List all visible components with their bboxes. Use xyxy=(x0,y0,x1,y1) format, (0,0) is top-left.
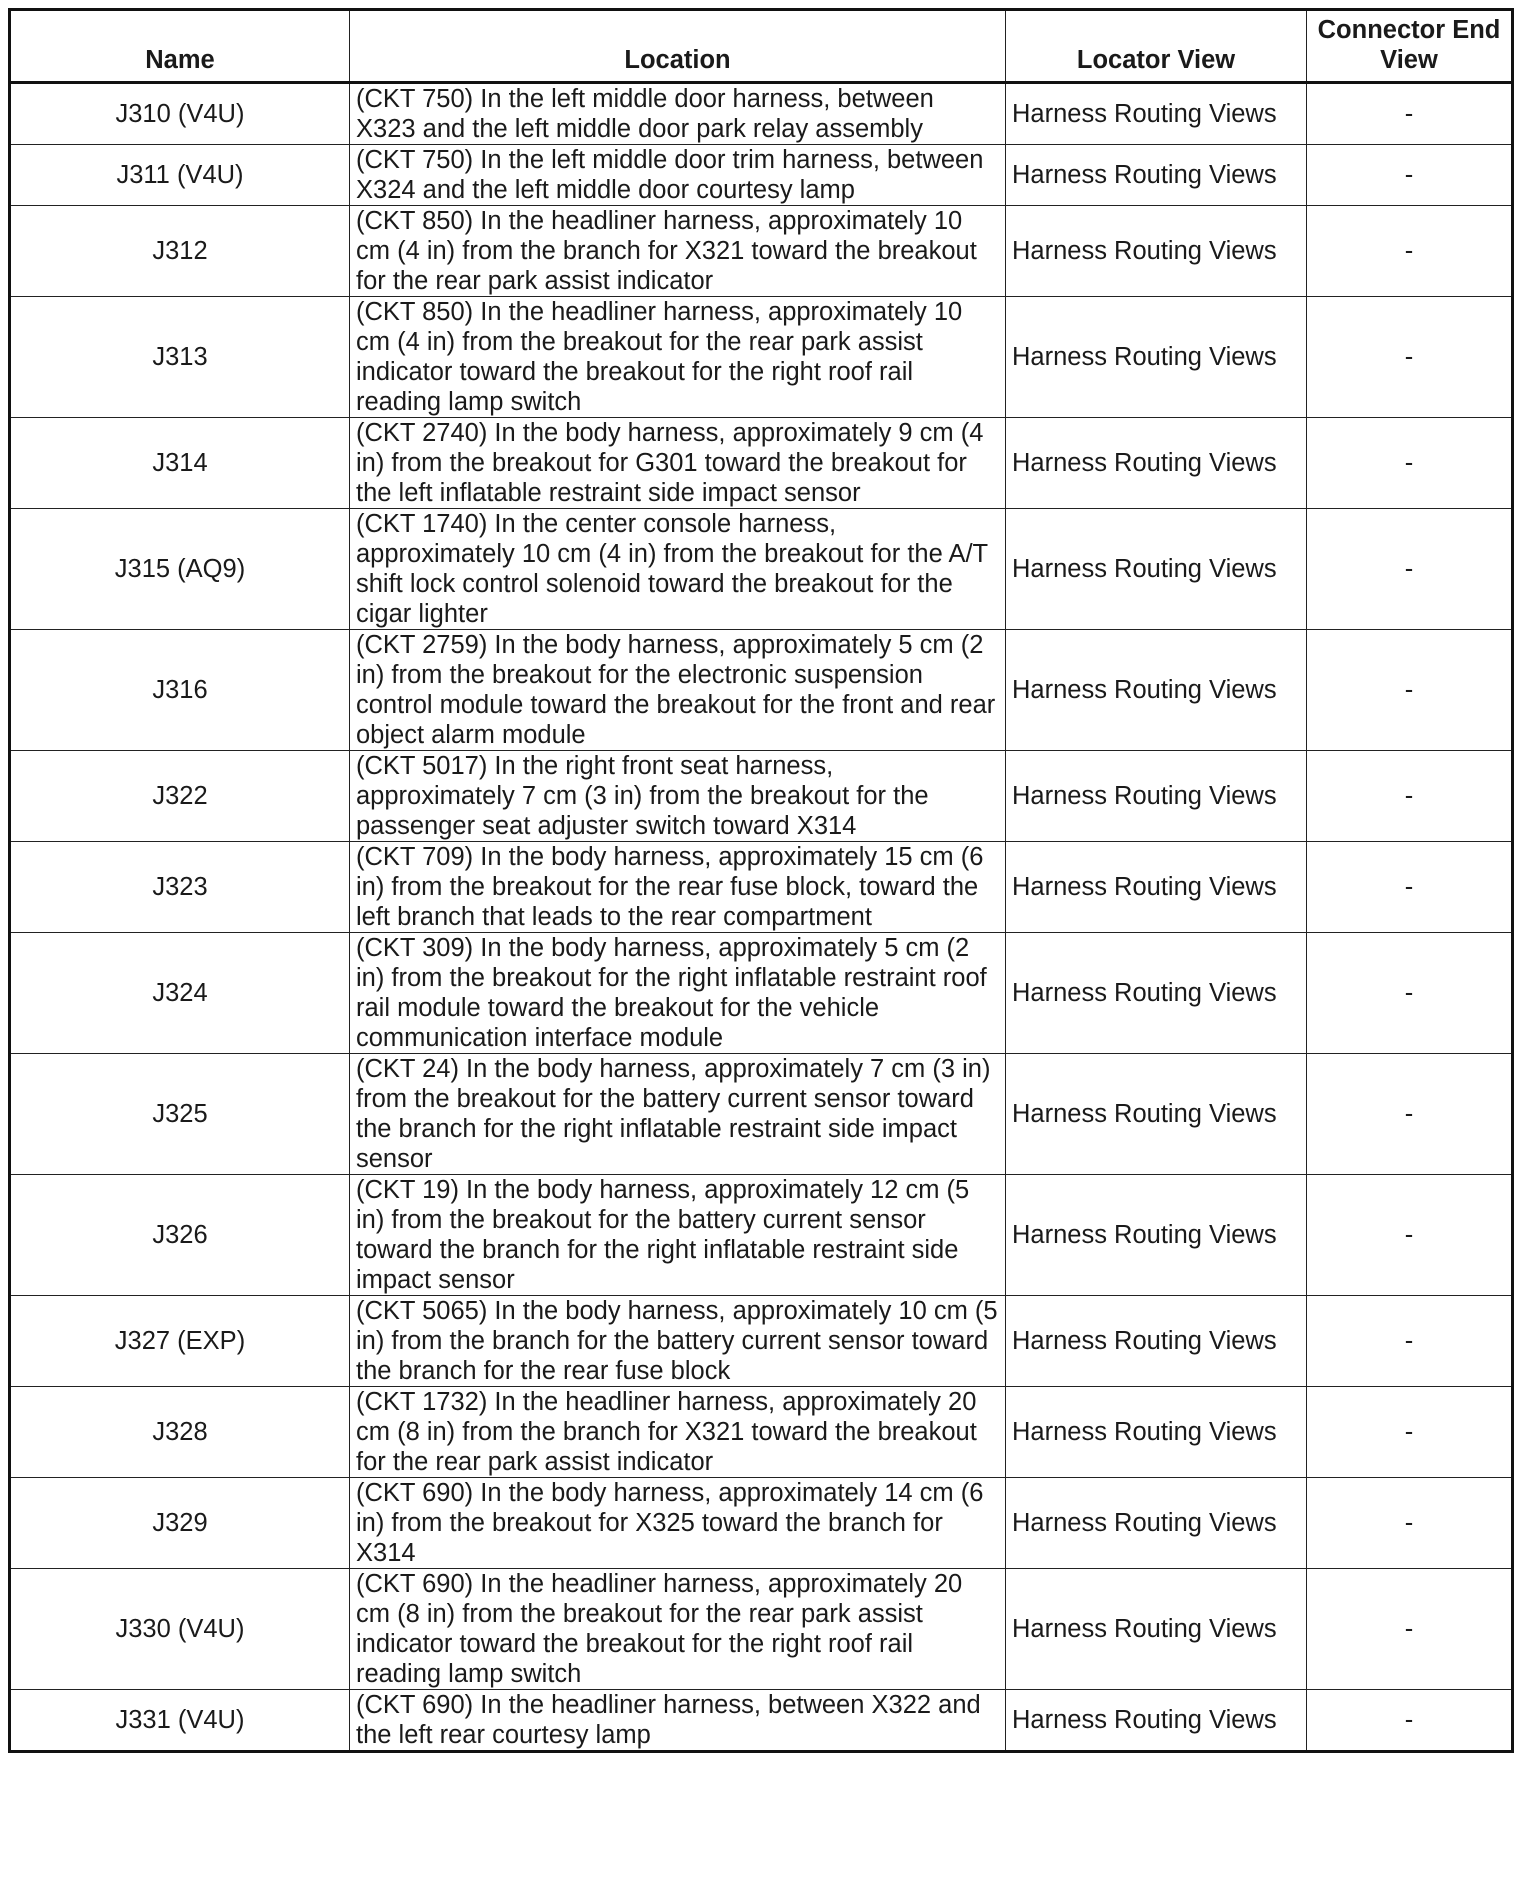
cell-locator-view: Harness Routing Views xyxy=(1006,145,1307,206)
cell-location: (CKT 850) In the headliner harness, approximately 10 cm (4 in) from the branch for X321 toward the breakout for the rear park assist indicator xyxy=(350,206,1006,297)
cell-connector-end-view: - xyxy=(1307,1690,1513,1752)
table-row xyxy=(10,206,1513,297)
table-row xyxy=(10,297,1513,418)
cell-locator-view: Harness Routing Views xyxy=(1006,83,1307,145)
cell-locator-view: Harness Routing Views xyxy=(1006,1296,1307,1387)
cell-name: J316 xyxy=(10,630,350,751)
cell-location: (CKT 5065) In the body harness, approximately 10 cm (5 in) from the branch for the battery current sensor toward the branch for the rear fuse block xyxy=(350,1296,1006,1387)
table-row xyxy=(10,1175,1513,1296)
cell-name: J311 (V4U) xyxy=(10,145,350,206)
table-header xyxy=(10,10,1513,83)
cell-location: (CKT 1732) In the headliner harness, approximately 20 cm (8 in) from the branch for X321 toward the breakout for the rear park assist indicator xyxy=(350,1387,1006,1478)
cell-connector-end-view: - xyxy=(1307,297,1513,418)
cell-location: (CKT 690) In the headliner harness, approximately 20 cm (8 in) from the breakout for the rear park assist indicator toward the breakout for the right roof rail reading lamp switch xyxy=(350,1569,1006,1690)
cell-location: (CKT 850) In the headliner harness, approximately 10 cm (4 in) from the breakout for the rear park assist indicator toward the breakout for the right roof rail reading lamp switch xyxy=(350,297,1006,418)
table-row xyxy=(10,933,1513,1054)
cell-location: (CKT 2759) In the body harness, approximately 5 cm (2 in) from the breakout for the electronic suspension control module toward the breakout for the front and rear object alarm module xyxy=(350,630,1006,751)
column-header-locator-view: Locator View xyxy=(1006,10,1307,83)
cell-name: J323 xyxy=(10,842,350,933)
cell-name: J322 xyxy=(10,751,350,842)
column-header-connector-end-view: Connector End View xyxy=(1307,10,1513,83)
cell-location: (CKT 750) In the left middle door harness, between X323 and the left middle door park relay assembly xyxy=(350,83,1006,145)
cell-location: (CKT 5017) In the right front seat harness, approximately 7 cm (3 in) from the breakout for the passenger seat adjuster switch toward X314 xyxy=(350,751,1006,842)
cell-name: J330 (V4U) xyxy=(10,1569,350,1690)
cell-location: (CKT 1740) In the center console harness, approximately 10 cm (4 in) from the breakout for the A/T shift lock control solenoid toward the breakout for the cigar lighter xyxy=(350,509,1006,630)
cell-connector-end-view: - xyxy=(1307,933,1513,1054)
cell-connector-end-view: - xyxy=(1307,1175,1513,1296)
cell-name: J315 (AQ9) xyxy=(10,509,350,630)
cell-locator-view: Harness Routing Views xyxy=(1006,933,1307,1054)
cell-connector-end-view: - xyxy=(1307,751,1513,842)
cell-name: J325 xyxy=(10,1054,350,1175)
column-header-location: Location xyxy=(350,10,1006,83)
cell-location: (CKT 709) In the body harness, approximately 15 cm (6 in) from the breakout for the rear fuse block, toward the left branch that leads to the rear compartment xyxy=(350,842,1006,933)
cell-locator-view: Harness Routing Views xyxy=(1006,842,1307,933)
header-row xyxy=(10,10,1513,83)
table-row xyxy=(10,1478,1513,1569)
cell-connector-end-view: - xyxy=(1307,83,1513,145)
cell-name: J326 xyxy=(10,1175,350,1296)
cell-connector-end-view: - xyxy=(1307,630,1513,751)
cell-name: J329 xyxy=(10,1478,350,1569)
cell-locator-view: Harness Routing Views xyxy=(1006,1054,1307,1175)
table-body xyxy=(10,83,1513,1752)
cell-name: J314 xyxy=(10,418,350,509)
cell-name: J327 (EXP) xyxy=(10,1296,350,1387)
cell-location: (CKT 750) In the left middle door trim harness, between X324 and the left middle door courtesy lamp xyxy=(350,145,1006,206)
cell-name: J328 xyxy=(10,1387,350,1478)
cell-connector-end-view: - xyxy=(1307,1296,1513,1387)
cell-connector-end-view: - xyxy=(1307,1478,1513,1569)
table-row xyxy=(10,1690,1513,1752)
cell-locator-view: Harness Routing Views xyxy=(1006,297,1307,418)
cell-locator-view: Harness Routing Views xyxy=(1006,418,1307,509)
table-row xyxy=(10,83,1513,145)
table-row xyxy=(10,630,1513,751)
cell-connector-end-view: - xyxy=(1307,145,1513,206)
cell-connector-end-view: - xyxy=(1307,842,1513,933)
cell-connector-end-view: - xyxy=(1307,509,1513,630)
cell-location: (CKT 690) In the headliner harness, between X322 and the left rear courtesy lamp xyxy=(350,1690,1006,1752)
cell-locator-view: Harness Routing Views xyxy=(1006,751,1307,842)
cell-name: J331 (V4U) xyxy=(10,1690,350,1752)
cell-name: J324 xyxy=(10,933,350,1054)
cell-locator-view: Harness Routing Views xyxy=(1006,1569,1307,1690)
cell-locator-view: Harness Routing Views xyxy=(1006,1387,1307,1478)
cell-locator-view: Harness Routing Views xyxy=(1006,1690,1307,1752)
cell-name: J312 xyxy=(10,206,350,297)
cell-location: (CKT 24) In the body harness, approximately 7 cm (3 in) from the breakout for the battery current sensor toward the branch for the right inflatable restraint side impact sensor xyxy=(350,1054,1006,1175)
cell-locator-view: Harness Routing Views xyxy=(1006,206,1307,297)
cell-name: J313 xyxy=(10,297,350,418)
table-row xyxy=(10,145,1513,206)
splice-location-table xyxy=(8,8,1514,1753)
cell-location: (CKT 309) In the body harness, approximately 5 cm (2 in) from the breakout for the right inflatable restraint roof rail module toward the breakout for the vehicle communication interface module xyxy=(350,933,1006,1054)
cell-locator-view: Harness Routing Views xyxy=(1006,630,1307,751)
table-row xyxy=(10,1296,1513,1387)
table-row xyxy=(10,1054,1513,1175)
cell-connector-end-view: - xyxy=(1307,1569,1513,1690)
cell-location: (CKT 690) In the body harness, approximately 14 cm (6 in) from the breakout for X325 toward the branch for X314 xyxy=(350,1478,1006,1569)
table-row xyxy=(10,1387,1513,1478)
cell-location: (CKT 19) In the body harness, approximately 12 cm (5 in) from the breakout for the battery current sensor toward the branch for the right inflatable restraint side impact sensor xyxy=(350,1175,1006,1296)
cell-connector-end-view: - xyxy=(1307,1054,1513,1175)
column-header-name: Name xyxy=(10,10,350,83)
cell-name: J310 (V4U) xyxy=(10,83,350,145)
cell-locator-view: Harness Routing Views xyxy=(1006,1478,1307,1569)
cell-connector-end-view: - xyxy=(1307,206,1513,297)
cell-locator-view: Harness Routing Views xyxy=(1006,1175,1307,1296)
cell-location: (CKT 2740) In the body harness, approximately 9 cm (4 in) from the breakout for G301 toward the breakout for the left inflatable restraint side impact sensor xyxy=(350,418,1006,509)
table-row xyxy=(10,751,1513,842)
table-row xyxy=(10,418,1513,509)
table-row xyxy=(10,842,1513,933)
cell-locator-view: Harness Routing Views xyxy=(1006,509,1307,630)
cell-connector-end-view: - xyxy=(1307,1387,1513,1478)
cell-connector-end-view: - xyxy=(1307,418,1513,509)
table-row xyxy=(10,1569,1513,1690)
table-row xyxy=(10,509,1513,630)
